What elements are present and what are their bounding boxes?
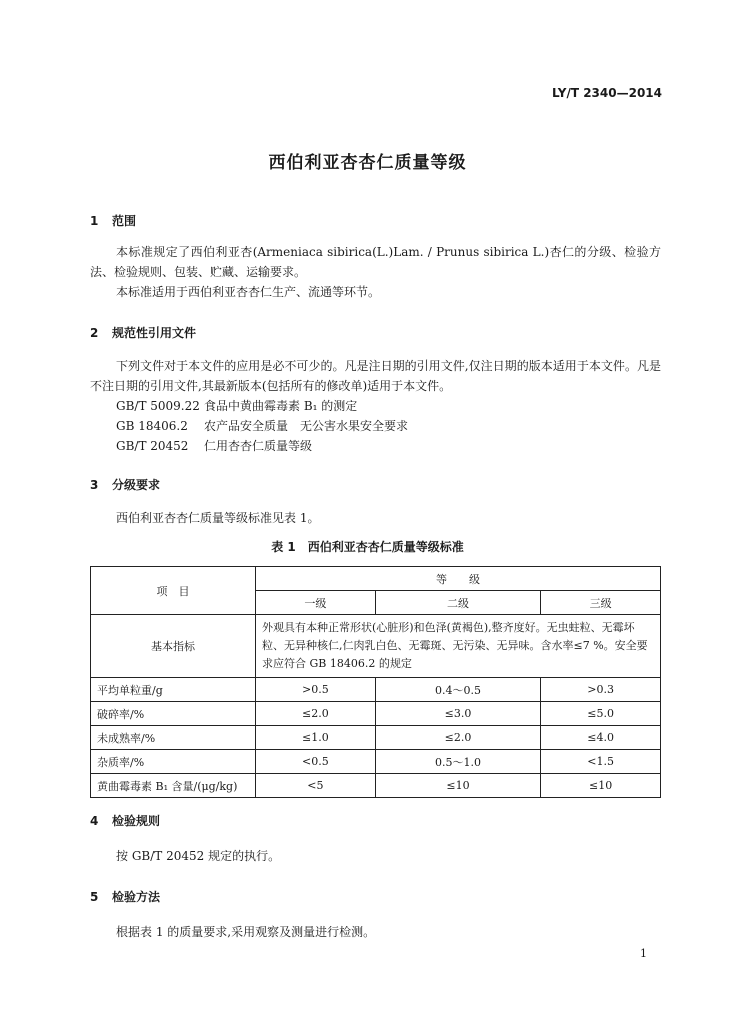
- row-label: 平均单粒重/g: [91, 678, 256, 702]
- table-header-row: [91, 567, 661, 591]
- table-row: [91, 726, 661, 750]
- section-2-heading: [90, 324, 196, 341]
- grade-3-header: 三级: [541, 591, 661, 615]
- table-row: [91, 702, 661, 726]
- row-label: 黄曲霉毒素 B₁ 含量/(μg/kg): [91, 774, 256, 798]
- section-number: 3: [90, 478, 99, 492]
- section-number: 5: [90, 890, 99, 904]
- table-cell: <0.5: [256, 750, 376, 774]
- row-label: 未成熟率/%: [91, 726, 256, 750]
- section-title: 分级要求: [112, 478, 161, 492]
- table-cell: ≤4.0: [541, 726, 661, 750]
- section-title: 范围: [112, 214, 137, 228]
- table-cell: >0.3: [541, 678, 661, 702]
- table-cell: 0.4～0.5: [375, 678, 540, 702]
- section-3-paragraph-1: 西伯利亚杏杏仁质量等级标准见表 1。: [116, 511, 320, 525]
- header-grade-cell: 等 级: [256, 567, 661, 591]
- grade-2-header: 二级: [375, 591, 540, 615]
- section-number: 4: [90, 814, 99, 828]
- table-cell: <5: [256, 774, 376, 798]
- table-cell: ≤2.0: [375, 726, 540, 750]
- table-cell: ≤3.0: [375, 702, 540, 726]
- grade-1-header: 一级: [256, 591, 376, 615]
- reference-title: 仁用杏杏仁质量等级: [204, 439, 313, 453]
- reference-code: GB/T 5009.22: [116, 399, 200, 413]
- page-number: 1: [640, 947, 647, 960]
- basic-requirement-cell: 外观具有本种正常形状(心脏形)和色泽(黄褐色),整齐度好。无虫蛀粒、无霉坏粒、无异种核仁,仁肉乳白色、无霉斑、无污染、无异味。含水率≤7 %。安全要求应符合 GB 18406.2 的规定: [256, 615, 661, 678]
- section-5-heading: [90, 888, 160, 905]
- reference-code: GB 18406.2: [116, 419, 188, 433]
- reference-code: GB/T 20452: [116, 439, 189, 453]
- table-row: [91, 774, 661, 798]
- section-1-heading: [90, 212, 136, 229]
- header-item-cell: 项 目: [91, 567, 256, 615]
- table-cell: ≤5.0: [541, 702, 661, 726]
- table-cell: ≤10: [375, 774, 540, 798]
- reference-title: 食品中黄曲霉毒素 B₁ 的测定: [204, 399, 358, 413]
- table-row: [91, 615, 661, 678]
- table-caption: 表 1 西伯利亚杏杏仁质量等级标准: [271, 540, 464, 554]
- section-4-heading: [90, 812, 160, 829]
- document-title: 西伯利亚杏杏仁质量等级: [268, 153, 467, 173]
- row-label: 破碎率/%: [91, 702, 256, 726]
- row-label: 杂质率/%: [91, 750, 256, 774]
- reference-item: [116, 436, 312, 456]
- section-title: 检验规则: [112, 814, 161, 828]
- section-title: 规范性引用文件: [112, 326, 197, 340]
- section-number: 1: [90, 214, 99, 228]
- row-label: 基本指标: [91, 615, 256, 678]
- reference-item: [116, 416, 408, 436]
- section-1-paragraph-1: 本标准规定了西伯利亚杏(Armeniaca sibirica(L.)Lam. / Prunus sibirica L.)杏仁的分级、检验方法、检验规则、包装、贮藏、运输要求。: [90, 245, 661, 279]
- table-cell: ≤1.0: [256, 726, 376, 750]
- section-4-paragraph-1: 按 GB/T 20452 规定的执行。: [116, 849, 281, 863]
- reference-item: [116, 396, 357, 416]
- section-5-paragraph-1: 根据表 1 的质量要求,采用观察及测量进行检测。: [116, 925, 376, 939]
- grade-table: [90, 566, 661, 798]
- table-row: [91, 678, 661, 702]
- table-cell: ≤10: [541, 774, 661, 798]
- section-title: 检验方法: [112, 890, 161, 904]
- section-number: 2: [90, 326, 99, 340]
- table-cell: >0.5: [256, 678, 376, 702]
- table-cell: ≤2.0: [256, 702, 376, 726]
- table-row: [91, 750, 661, 774]
- reference-title: 农产品安全质量 无公害水果安全要求: [204, 419, 409, 433]
- section-3-heading: [90, 476, 160, 493]
- table-cell: <1.5: [541, 750, 661, 774]
- standard-code: LY/T 2340—2014: [551, 86, 662, 100]
- section-1-paragraph-2: 本标准适用于西伯利亚杏杏仁生产、流通等环节。: [116, 285, 381, 299]
- table-cell: 0.5～1.0: [375, 750, 540, 774]
- section-2-paragraph-1: 下列文件对于本文件的应用是必不可少的。凡是注日期的引用文件,仅注日期的版本适用于本文件。凡是不注日期的引用文件,其最新版本(包括所有的修改单)适用于本文件。: [90, 359, 661, 393]
